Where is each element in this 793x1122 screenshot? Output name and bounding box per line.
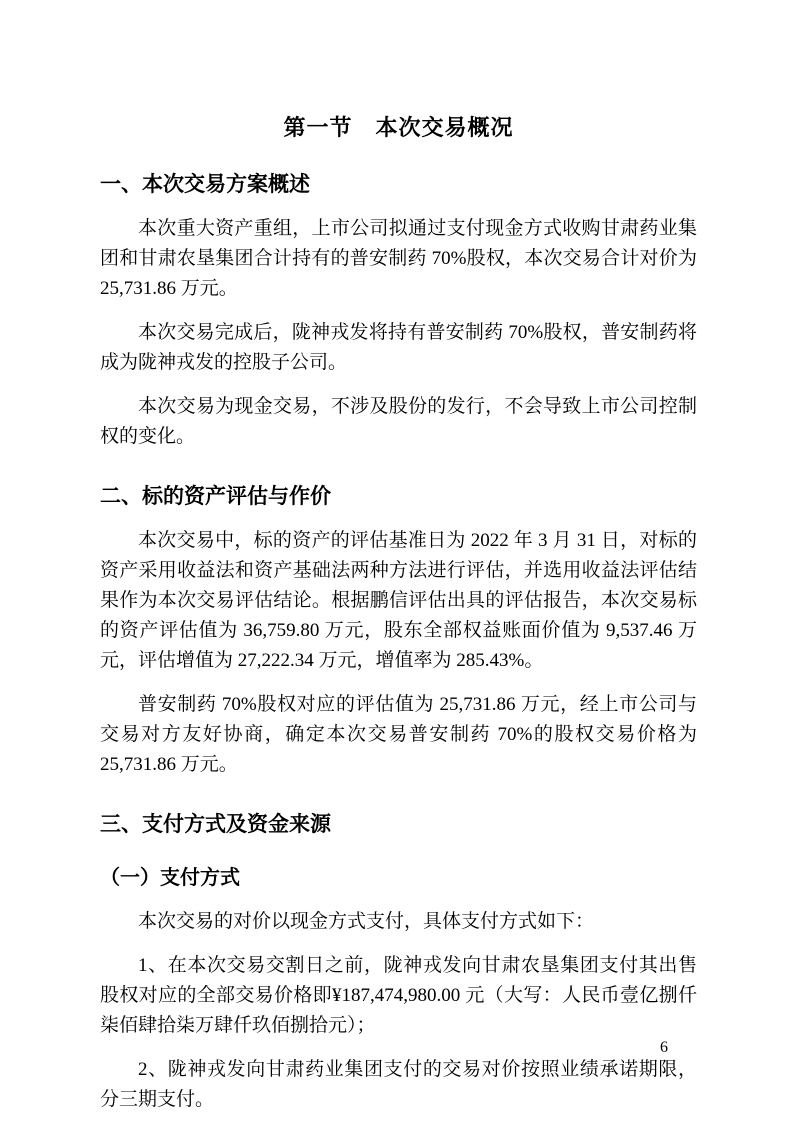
subsection-heading-payment-method: （一）支付方式 — [100, 867, 240, 889]
paragraph: 普安制药 70%股权对应的评估值为 25,731.86 万元，经上市公司与交易对方友好协商，确定本次交易普安制药 70%的股权交易价格为 25,731.86 万元。 — [100, 694, 697, 775]
paragraph: 本次交易中，标的资产的评估基准日为 2022 年 3 月 31 日，对标的资产采用收益法和资产基础法两种方法进行评估，并选用收益法评估结果作为本次交易评估结论。根据鹏信评估出具的评估报告，本次交易标的资产评估值为 36,759.80 万元，股东全部权益账面价值为 9,537.46 万元，评估增值为 27,222.34 万元，增值率为 285.43%。 — [100, 530, 697, 671]
chapter-title: 第一节 本次交易概况 — [283, 115, 514, 140]
paragraph: 本次交易为现金交易，不涉及股份的发行，不会导致上市公司控制权的变化。 — [100, 396, 697, 447]
section-heading-3: 三、支付方式及资金来源 — [100, 813, 331, 836]
section-heading-1: 一、本次交易方案概述 — [100, 173, 310, 196]
page-number: 6 — [660, 1039, 668, 1056]
paragraph: 本次交易的对价以现金方式支付，具体支付方式如下： — [138, 911, 595, 932]
section-heading-2: 二、标的资产评估与作价 — [100, 485, 331, 508]
paragraph: 本次交易完成后，陇神戎发将持有普安制药 70%股权，普安制药将成为陇神戎发的控股子公司。 — [100, 322, 697, 373]
document-content — [0, 113, 793, 1115]
paragraph: 2、陇神戎发向甘肃药业集团支付的交易对价按照业绩承诺期限，分三期支付。 — [100, 1059, 697, 1110]
paragraph: 1、在本次交易交割日之前，陇神戎发向甘肃农垦集团支付其出售股权对应的全部交易价格即¥187,474,980.00 元（大写：人民币壹亿捌仟柒佰肆拾柒万肆仟玖佰捌拾元）； — [100, 955, 697, 1036]
paragraph: 本次重大资产重组，上市公司拟通过支付现金方式收购甘肃药业集团和甘肃农垦集团合计持有的普安制药 70%股权，本次交易合计对价为 25,731.86 万元。 — [100, 218, 697, 299]
